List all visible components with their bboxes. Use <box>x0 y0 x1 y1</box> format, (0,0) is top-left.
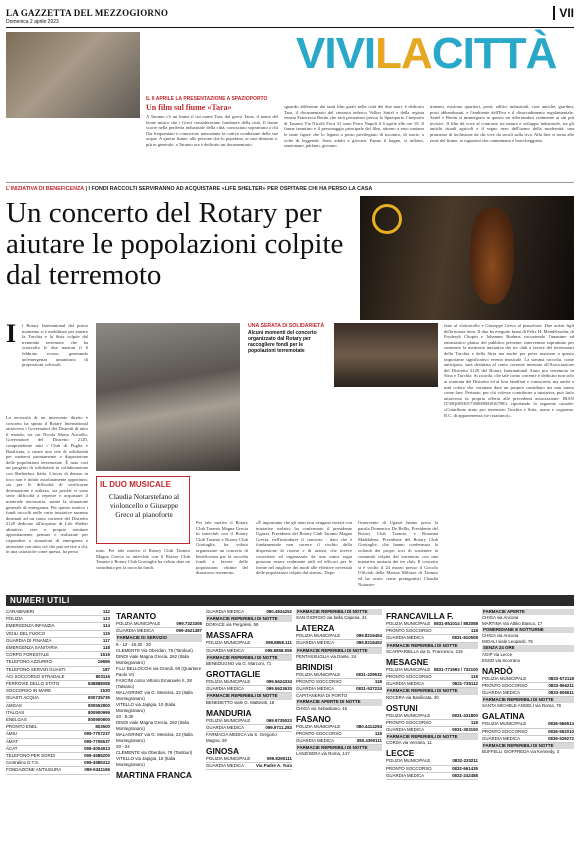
service-name: PRONTO SOCCORSO <box>386 765 432 771</box>
service-name: ENELGAS <box>6 717 27 723</box>
number-row <box>6 638 110 645</box>
phone-number: 099-4004913 <box>84 745 110 751</box>
number-row <box>6 710 110 717</box>
number-row <box>6 767 110 774</box>
pharmacy-item: ESSO via Scorrano <box>482 657 521 663</box>
service-name: ITALGAS <box>6 709 25 715</box>
number-row <box>6 688 110 695</box>
service-name: POLIZIA MUNICIPALE <box>296 723 341 729</box>
phone-number: 099.5624334 <box>266 679 292 685</box>
phone-number: 099.8216454 <box>356 633 382 639</box>
number-row <box>116 628 202 635</box>
number-row <box>482 690 574 697</box>
service-name: GUARDIA MEDICA <box>206 686 245 692</box>
numeri-utili-title: NUMERI UTILI <box>10 596 70 605</box>
number-row <box>206 725 292 732</box>
service-name: POLIZIA MUNICIPALE <box>206 756 251 762</box>
phone-number: 099.7323305 <box>176 621 202 626</box>
pharmacy-item: CLEMENTE via Oberdan, 78 (Tamburi) <box>116 749 193 755</box>
service-name: POLIZIA MUNICIPALE <box>386 712 431 718</box>
service-name: POLIZIA <box>6 616 23 622</box>
phone-number: 099-4521487 <box>176 628 202 634</box>
pharmacy-band: FARMACIE REPERIBILI DI NOTTE <box>482 743 574 749</box>
number-row <box>6 645 110 652</box>
service-name: GUARDIA MEDICA <box>206 763 245 769</box>
article-text-col1: l Rotary International dal primo momento si è mobilitato per aiutare la Turchia e la Siria colpite dal tremendo terremoto che ha sconvolto le due nazioni il 6 febbraio scorso, generando un'emergenza umanitaria di proporzioni colossali. <box>22 323 88 368</box>
pharmacy-item: CHIGA via Ancona <box>482 633 519 639</box>
number-row <box>386 681 478 688</box>
pharmacy-item: DORACE via Pergolesi, 59 <box>206 622 259 628</box>
article-text-col5: l'intervento di Ugazzi hanno preso la parola Domenico De Bellis, Presidente del Rotary Club Taranto, e Rosanna Maddalena, Presidente del Rotary Club Grottaglie, che hanno confermato la volontà dei propri soci di sostenere la comunità colpita dal terremoto con una iniziativa unitaria dei tre club. Il concerto si è svolto il 24 marzo presso il Circolo Ufficiali della Marina Militare di Taranto ed ha avuto come protagonisti Claudia Notarste- <box>358 520 438 586</box>
phone-number: 0831-810508 <box>452 635 478 641</box>
service-name: GUARDIA MEDICA <box>206 609 245 614</box>
service-name: GUARDIA MEDICA <box>386 727 425 733</box>
phone-number: 800552800 <box>88 702 110 708</box>
service-name: GUARDIA MEDICA <box>482 690 521 696</box>
phone-number: 0831-537224 <box>356 686 382 692</box>
service-name: GUARDIA MEDICA <box>386 635 425 641</box>
phone-number: 0832-242488 <box>452 772 478 778</box>
phone-number: 099-7706537 <box>84 738 110 744</box>
pharmacy-item: FASCINI corso Vittorio Emanuele II, 28 (Talsano) <box>116 677 192 689</box>
number-row <box>296 686 382 693</box>
phone-number: 114 <box>102 623 110 629</box>
service-name: Centralino D.T.S. <box>6 760 40 766</box>
number-row <box>296 731 382 738</box>
pharmacy-item: MALAGRINO' via G. Messina, 22 (Italia Montegranaro) <box>116 689 193 701</box>
number-row <box>482 736 574 743</box>
number-row <box>482 721 574 728</box>
page-number: VII <box>553 6 574 20</box>
phone-number: 115 <box>102 630 110 636</box>
city-title: NARDÒ <box>482 665 513 676</box>
number-row <box>296 679 382 686</box>
phone-number: 0836-529272 <box>548 735 574 741</box>
city-title: LECCE <box>386 748 415 759</box>
pharmacy-item: MIGALI viale Leopardi, 76 <box>482 639 533 645</box>
phone-number: 099.8290111 <box>266 756 292 762</box>
service-name: GUARDIA MEDICA <box>206 647 245 653</box>
phone-number: 0831-771993 / 732100 <box>433 666 478 672</box>
service-name: SOCCORSO IN MARE <box>6 688 52 694</box>
service-name: FERROVIE DELLO STATO <box>6 681 60 687</box>
pharmacy-item: FARMACIA MEDICA via S. Gregorio Magno, 29 <box>206 732 277 744</box>
number-row <box>296 672 382 679</box>
phone-number: 0831-229532 <box>356 671 382 677</box>
service-name: CORPO FORESTALE <box>6 652 50 658</box>
service-name: PRONTO SOCCORSO <box>482 728 528 734</box>
service-name: TELEFONO SERVIZI GUASTI <box>6 666 66 672</box>
number-row <box>6 667 110 674</box>
article-text-col4: «È importante che gli aiuti non vengano inviati con iniziative isolate» ha confermato il presidente Ugazzi, Presidente del Rotary Club Taranto Magna Grecia, nell'introdurre il concerto - dato che è fondamentale non correre il rischio della dispersione di risorse e di azioni, che invece concertate ed organizzate da una unica regia possono essere realmente utili ed efficaci per le fronte nel migliore dei modi alle effettive necessità delle popolazioni colpite dal sisma». Dopo <box>256 520 352 576</box>
section-title <box>296 29 557 78</box>
number-row <box>6 681 110 688</box>
city-title: OSTUNI <box>386 702 418 713</box>
service-name: POLIZIA MUNICIPALE <box>206 640 251 646</box>
phone-number: 099.9735023 <box>266 717 292 723</box>
pharmacy-item: CAPITANERIA DI PORTO <box>296 693 347 699</box>
phone-number: Via Padre A. Yura <box>255 763 292 769</box>
number-row <box>6 731 110 738</box>
phone-number: 117 <box>102 637 110 643</box>
number-row <box>6 746 110 753</box>
tara-kicker: IL 6 APRILE LA PRESENTAZIONE A SPAZIOPORTO <box>146 96 268 102</box>
city-title: BRINDISI <box>296 661 333 672</box>
city-title: FASANO <box>296 713 331 724</box>
service-name: POLIZIA MUNICIPALE <box>206 717 251 723</box>
newspaper-name: LA GAZZETTA DEL MEZZOGIORNO <box>6 8 169 18</box>
service-name: POLIZIA MUNICIPALE <box>482 721 527 727</box>
pharmacy-band: FARMACIE REPERIBILI DI NOTTE <box>206 693 292 699</box>
pharmacy-item: 20 - 24 <box>116 743 130 749</box>
number-row <box>6 616 110 623</box>
pharmacy-item: BENEDUGNO via G. Marconi, 71 <box>206 661 272 667</box>
number-row <box>206 718 292 725</box>
city-title: GINOSA <box>206 746 240 757</box>
service-name: PRONTO SOCCORSO <box>296 730 342 736</box>
phone-number: 080.4834252 <box>266 609 292 614</box>
tara-title: Un film sul fiume «Tara» <box>146 103 232 112</box>
kicker-text: I FONDI RACCOLTI SERVIRANNO AD ACQUISTARE «LIFE SHELTER» PER OSPITARE CHI HA PERSO LA CASA <box>88 186 373 192</box>
service-name: ACAT <box>6 745 18 751</box>
article-text-col6: fano al violoncello e Giuseppe Greco al pianoforte. Due artisti figli della nostra terra. Il duo ha eseguito brani di Felix H. Mendelssohn, di Fryderyk Chopin e Johannes Brahms riscuotendo l'unanime ed entusiastico plauso del pubblico presente, intervenuto soprattutto per sostenere la meritoria iniziativa dei tre club a favore del terremotati della Turchia e della Siria ma anche per poter assistere a questo importante significativo evento musicale. La somma raccolta, come anticipato, sarà destinata al conto corrente intestato all'Associazione del Distretto 2120 del Rotary International Aiuto pro terremoto in Siria e Turchia. Si ricorda, che tale conto corrente è dedicato non solo ai rotariani del Distretto ed ai loro familiari e conoscenti, ma anche a tutti coloro che vorranno dare un proprio contributo ma non sanno come fare. Pertanto, per chi volesse contribuire a iniziativa, può farlo attraverso la propria offerta alle precedenti associazione: IBAN IT30Q0853017300000000167083, riportando la seguente causale: «Contributo aiuto pro terremoto Turchia e Siria, nome e cognome, R.C. di appartenenza (se rotariano)». <box>444 323 574 418</box>
number-row <box>6 760 110 767</box>
number-row <box>296 640 382 647</box>
phone-number: 0831-303150 <box>452 727 478 733</box>
phone-number: 0832-661435 <box>452 765 478 771</box>
service-name: AMAT <box>6 738 18 744</box>
service-name: PRONTO SOCCORSO <box>482 682 528 688</box>
article-text-col1b: La necessità di un intervento diretto e concreto ha spinto il Rotary International attraverso i Governatori dei Distretti di tutto il mondo, tra cui Nicola Maria Auciello, Governatore del Distretto 2120, comprendente tutti i Club di Puglia e Basilicata, a creare una rete di solidarietà per mettersi prontamente a disposizione delle popolazioni terremotate. È nato così un progetto di solidarietà in collaborazione con Shelterbox Italia. L'invio di denaro in loco non è infatti assolutamente opportuno, sia per le difficoltà di verificarne destinazione e utilizzo, sia perché vi sono serie difficoltà a reperire e acquistare il materiale necessario, stante la situazione generale di emergenza. Per questo motivo i fondi raccolti nelle varie iniziative saranno destinati ad un conto corrente del Distretto 2120 dedicato all'acquisto di Life Shelter abitative, vere e proprie strutture appositamente pensate e realizzate per rispondere a situazioni di emergenza e attrezzate con tutto ciò che può servire a chi, in una catastrofe come questa, ha perso <box>6 415 88 555</box>
tara-text-col3: tranano, esistono quartieri, posti, edifici industriali, case antiche, giardini, posti abbandonati, e l'ambiente dell'Ilva e il disaccadimento regolamentale. Sattel e Bertin si immergono in questo set afferrandosi realmente ai siti più incisivi. Il film dà voce al contrasto tra natura e sviluppo industriale, tra gli antichi rituali agricoli e il segno nero dell'uomo della modernità, una promesse di inclusione da chi vive da secoli sulla riva. Alla fine si torna alle zone del fiume, ai ragazzini che camminano e braccheggiano. <box>430 104 574 143</box>
phone-number: 099.8216452 <box>356 640 382 646</box>
number-row <box>386 674 478 681</box>
phone-number: 0833-572118 <box>548 675 574 681</box>
phone-number: 118 <box>470 674 478 680</box>
service-name: AMGAS <box>6 702 22 708</box>
drop-cap: I <box>6 319 17 348</box>
pharmacy-band: SENZA 24 ORE <box>482 645 574 651</box>
number-row <box>206 609 292 616</box>
tara-text-col2: sguardo differente dai tanti film girati nella città dei due mari, è dedicato Tara, il documentario del cineasta tedesco Volker Sattel e della regista veneta Francesca Bertin che sarà presentato presso lo Spaziporto Cineporto di Taranto Via Nicolò Foca 31 sono Porto Napoli il 6 aprile alle ore 19. Il fiume tarantino e il personaggio principale del film, attorno a esso ruotano le tante figure che lo legano a posto privilegiato di incontro, di storie, a volte di leggende. Sono adulti e giovani. Fanno il bagno, si tuffano, stazionano, parlano, giocano. <box>284 104 424 149</box>
number-row <box>296 738 382 745</box>
number-row <box>6 674 110 681</box>
phone-number: 099-4585200 <box>84 753 110 759</box>
province-column-1 <box>206 609 292 835</box>
phone-number: 099.8858.111 <box>265 640 292 646</box>
pharmacy-item: LANZISERA via Roma, 147 <box>296 751 350 757</box>
service-name: ACI SOCCORSO STRADALE <box>6 673 65 679</box>
service-name: POLIZIA MUNICIPALE <box>386 621 431 626</box>
phone-number: 113 <box>102 616 110 622</box>
service-name: PRONTO SOCCORSO <box>386 719 432 725</box>
pharmacy-band: FARMACIE REPERIBILI DI NOTTE <box>482 697 574 703</box>
masthead <box>6 6 574 28</box>
pharmacy-band: FARMACIE REPERIBILI DI NOTTE <box>386 688 478 694</box>
phone-number: 118 <box>102 645 110 651</box>
phone-number: 1530 <box>100 688 110 694</box>
city-title: GALATINA <box>482 711 525 722</box>
service-name: PRONTO ENEL <box>6 724 38 730</box>
number-row <box>296 724 382 731</box>
pharmacy-band: FARMACIE REPERIBILI DI NOTTE <box>206 616 292 622</box>
province-column-3 <box>386 609 478 835</box>
service-name: EMERGENZA INFANZIA <box>6 623 55 629</box>
pharmacy-band: FARMACIE DI SERVIZIO <box>116 635 202 641</box>
pharmacy-item: NOCERA via Basilicata, 20 <box>386 694 439 700</box>
service-name: PRONTO SOCCORSO <box>386 628 432 634</box>
service-name: POLIZIA MUNICIPALE <box>206 679 251 685</box>
pharmacy-item: VITELLO via Japigia, 10 (Italia Montegranaro) <box>116 701 176 713</box>
number-row <box>386 720 478 727</box>
service-name: CARABINIERI <box>6 609 35 614</box>
pharmacy-item: DINOI viale Magna Grecia, 262 (Italia Montegranaro) <box>116 653 189 665</box>
city-title: GROTTAGLIE <box>206 669 261 680</box>
phone-number: 1515 <box>100 652 110 658</box>
service-name: FONDAZIONE ANTIUSURA <box>6 767 62 773</box>
pharmacy-band: FARMACIE REPERIBILI DI NOTTE <box>296 745 382 751</box>
group-photo <box>334 323 438 387</box>
service-name: GUARDIA MEDICA <box>296 640 335 646</box>
pharmacy-item: CORSA via Verrana, 11 <box>386 740 432 746</box>
phone-number: 803116 <box>95 673 110 679</box>
city-title: MESAGNE <box>386 656 429 667</box>
service-name: GUARDIA DI FINANZA <box>6 637 52 643</box>
pharmacy-item: CHIGA via Ancona <box>482 615 519 621</box>
pharmacy-band: FARMACIE REPERIBILI DI NOTTE <box>206 655 292 661</box>
number-row <box>386 758 478 765</box>
number-row <box>386 635 478 642</box>
number-row <box>386 667 478 674</box>
service-name: GUARDIA MEDICA <box>116 628 155 634</box>
duo-title: Claudia Notarstefano al violoncello e Giuseppe Greco al pianoforte <box>108 492 180 519</box>
city-title: FRANCAVILLA F. <box>386 611 454 621</box>
pharmacy-item: F.LLI BELLOCCHI via Grandi, 60 (Quartiere Paolo VI) <box>116 665 202 677</box>
pharmacy-item: VITELLO via Japigia, 10 (Italia Montegranaro) <box>116 755 176 767</box>
city-title: MASSAFRA <box>206 630 254 641</box>
service-name: GUARDIA MEDICA <box>482 735 521 741</box>
phone-number: 800900800 <box>88 717 110 723</box>
service-name: GUARDIA MEDICA <box>386 681 425 687</box>
number-row <box>206 679 292 686</box>
number-row <box>6 631 110 638</box>
phone-number: 0831-851014 / 852088 <box>433 621 478 626</box>
phone-number: 112 <box>102 609 110 614</box>
phone-number: 099.9711.283 <box>265 724 292 730</box>
service-name: POLIZIA MUNICIPALE <box>386 666 431 672</box>
pharmacy-item: PENTASSUGLIA via Dante, 24 <box>296 653 357 659</box>
pharmacy-hours: 9 - 13 - 16.30 - 20 <box>116 641 151 647</box>
service-name: POLIZIA MUNICIPALE <box>482 675 527 681</box>
phone-number: 0833-566211 <box>548 682 574 688</box>
phone-number: 080.4414294 <box>356 723 382 729</box>
phone-number: 0836-562010 <box>548 728 574 734</box>
duo-kicker: IL DUO MUSICALE <box>100 480 171 489</box>
taranto-pharmacies <box>116 609 202 835</box>
service-name: PRONTO SOCCORSO <box>386 674 432 680</box>
pharmacy-item: CHIGA via Sebastiano, 46 <box>296 705 348 711</box>
phone-number: 118 <box>470 719 478 725</box>
pharmacy-band: FARMACIE APERTE DI NOTTE <box>296 699 382 705</box>
city-title: MARTINA FRANCA <box>116 769 192 780</box>
phone-number: 800900999 <box>88 709 110 715</box>
kicker-label: L'INIZIATIVA DI BENEFICENZA <box>6 186 84 192</box>
service-name: EMERGENZA SANITARIA <box>6 645 58 651</box>
service-name: VIGILI DEL FUOCO <box>6 630 46 636</box>
service-name: POLIZIA MUNICIPALE <box>386 758 431 764</box>
phone-number: 0831-735112 <box>452 681 478 687</box>
number-row <box>6 753 110 760</box>
photo-caption: Alcuni momenti del concerto organizzato dal Rotary per raccogliere fondi per le popolazioni terremotate <box>248 330 317 354</box>
number-row <box>6 609 110 616</box>
service-name: POLIZIA MUNICIPALE <box>296 633 341 639</box>
city-title: TARANTO <box>116 611 157 621</box>
earthquake-photo <box>96 323 240 471</box>
number-row <box>386 628 478 635</box>
pharmacy-band: FARMACIE REPERIBILI DI NOTTE <box>386 734 478 740</box>
number-row <box>206 686 292 693</box>
service-name: POLIZIA MUNICIPALE <box>116 621 161 626</box>
province-column-4 <box>482 609 574 835</box>
article-kicker: L'INIZIATIVA DI BENEFICENZA | I FONDI RACCOLTI SERVIRANNO AD ACQUISTARE «LIFE SHELTER» PER OSPITARE CHI HA PERSO LA CASA <box>6 182 574 192</box>
number-row <box>206 640 292 647</box>
number-row <box>6 717 110 724</box>
phone-number: 099.5623633 <box>266 686 292 692</box>
pharmacy-band: FARMACIE APERTE <box>482 609 574 615</box>
number-row <box>206 648 292 655</box>
pharmacy-item: DINOI viale Magna Grecia, 262 (Italia Montegranaro) <box>116 719 189 731</box>
service-name: PRONTO SOCCORSO <box>296 679 342 685</box>
emergency-numbers <box>6 609 110 835</box>
article-text-col3: Per tale motivo il Rotary Club Taranto Magna Grecia in interclub con il Rotary Club Taranto e Rotary Club Grottaglie, ha voluto organizzare un concerto di beneficenza per la raccolta fondi a favore delle popolazioni vittime del disastroso terremoto. <box>196 520 248 576</box>
pharmacy-item: AGIP via Lecce <box>482 651 513 657</box>
number-row <box>6 695 110 702</box>
pharmacy-item: CLEMENTE Via Oberdan, 78 (Tamburi) <box>116 647 193 653</box>
service-name: GUARDIA MEDICA <box>296 738 335 744</box>
service-name: POLIZIA MUNICIPALE <box>296 671 341 677</box>
number-row <box>482 676 574 683</box>
number-row <box>6 659 110 666</box>
phone-number: 0833-506611 <box>548 690 574 696</box>
pharmacy-item: MALAGRINO' via G. Messina, 22 (Italia Montegranaro) <box>116 731 193 743</box>
phone-number: 19696 <box>97 659 110 665</box>
phone-number: 0831-331800 <box>452 712 478 718</box>
phone-number: 187 <box>102 666 110 672</box>
city-title: LATERZA <box>296 623 335 634</box>
section-title-citta: CITTÀ <box>431 29 557 78</box>
number-row <box>6 703 110 710</box>
article-headline: Un concerto del Rotary per aiutare le popolazioni colpite dal terremoto <box>6 197 344 291</box>
river-photo <box>6 32 140 118</box>
phone-number: 099-7707237 <box>84 731 110 737</box>
numeri-utili-bar <box>6 595 574 606</box>
number-row <box>6 739 110 746</box>
tara-text-col1: A Taranto c'è un fiume il cui nome Tara, dal greco Taras, il nome del leone mitico che i Greci consideravano fondatore della città. Il fiume scorre nella periferia industriale della città, conosciuto soprattutto a chi l'ha frequentato e conosciuto nonostante la cattiva condizione delle sue acque. A questo fiume, alle persone che lo popolano, ai suoi dintorni e, più in generale, a Taranto ora è dedicato un documentario. <box>146 114 278 147</box>
pharmacy-band: FARMACIE REPERIBILI DI NOTTE <box>296 648 382 654</box>
service-name: GUARDIA MEDICA <box>386 772 425 778</box>
number-row <box>386 727 478 734</box>
city-title: MANDURIA <box>206 707 252 718</box>
phone-number: 080.4390111 <box>356 738 382 744</box>
pharmacy-band: FARMACIE REPERIBILI DI NOTTE <box>296 609 382 615</box>
service-name: TELEFONO PER SORDI <box>6 753 56 759</box>
service-name: GUARDIA MEDICA <box>206 724 245 730</box>
number-row <box>386 773 478 780</box>
pharmacy-item: MARTINA Via Attilio Biasco, 17 <box>482 621 543 627</box>
pharmacy-item: SAN GIORGIO via bella Capena, 41 <box>296 615 367 621</box>
issue-date: Domenica 2 aprile 2023 <box>6 19 59 25</box>
number-row <box>6 652 110 659</box>
number-row <box>386 621 478 628</box>
phone-number: 848888088 <box>88 681 110 687</box>
pharmacy-item: SANTA MICHELE ANGELI via Roma, 79 <box>482 703 561 709</box>
pharmacy-item: BENEDETTO viale G. Matteotti, 18 <box>206 699 275 705</box>
number-row <box>296 633 382 640</box>
service-name: TELEFONO AZZURRO <box>6 659 52 665</box>
phone-number: 118 <box>470 628 478 634</box>
phone-number: 118 <box>374 730 382 736</box>
number-row <box>386 766 478 773</box>
service-name: GUASTI ACQUA <box>6 695 39 701</box>
phone-number: 0836-566514 <box>548 721 574 727</box>
phone-number: 0832-233211 <box>452 758 478 764</box>
phone-number: 099-5341166 <box>84 767 110 773</box>
phone-number: 099.8858.555 <box>265 647 292 653</box>
number-row <box>206 756 292 763</box>
number-row <box>116 621 202 628</box>
number-row <box>6 724 110 731</box>
pharmacy-item: 20 - 8.30 <box>116 713 134 719</box>
phone-number: 099-4585312 <box>84 760 110 766</box>
photo-kicker: UNA SERATA DI SOLIDARIETÀ <box>248 323 325 329</box>
number-row <box>482 683 574 690</box>
number-row <box>482 729 574 736</box>
pharmacy-item: BUFFELLI GIOFFREDA via Kennedy, 3 <box>482 749 560 755</box>
cello-shape <box>470 208 514 304</box>
number-row <box>6 623 110 630</box>
pharmacy-item: SCARPARIELLA via G. Francesco, 215 <box>386 648 463 654</box>
section-title-vivi: VIVI <box>296 29 376 78</box>
service-name: GUARDIA MEDICA <box>296 686 335 692</box>
phone-number: 118 <box>374 679 382 685</box>
article-text-col2: tutto. Per tale motivo il Rotary Club Taranto Magna Grecia in interclub con il Rotary Club Taranto e Rotary Club Grottaglie ha voluto dare un contributo per la raccolta fondi. <box>96 548 190 570</box>
province-column-2 <box>296 609 382 835</box>
number-row <box>386 713 478 720</box>
rotary-logo-icon <box>372 204 402 234</box>
section-title-la: LA <box>375 29 432 78</box>
phone-number: 803500 <box>95 724 110 730</box>
service-name: AMIU <box>6 731 17 737</box>
pharmacy-band: POMERIDIANE E NOTTURNE <box>482 627 574 633</box>
phone-number: 800735735 <box>88 695 110 701</box>
number-row <box>206 763 292 770</box>
pharmacy-band: FARMACIE REPERIBILI DI NOTTE <box>386 643 478 649</box>
